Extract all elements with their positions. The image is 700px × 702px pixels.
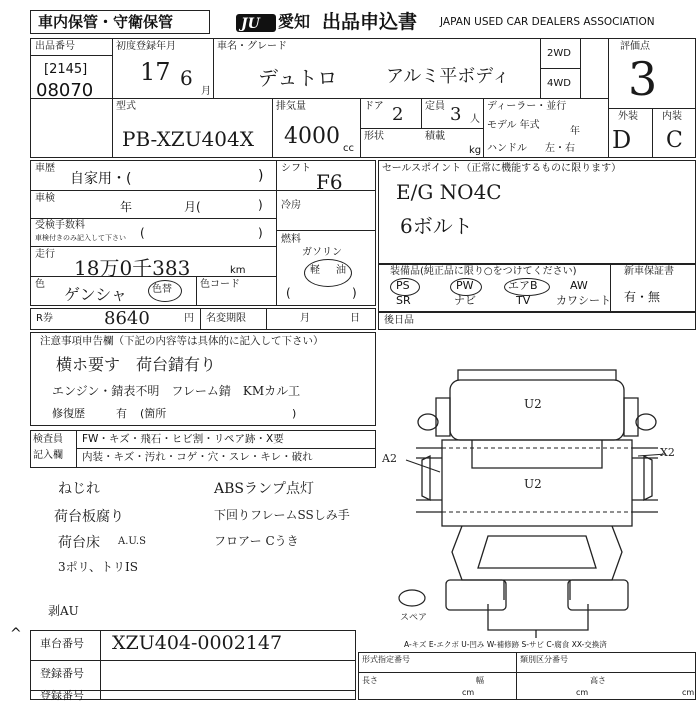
exterior-value: D — [612, 126, 632, 154]
ju-logo-mark — [236, 12, 276, 34]
remark-l4: 3ポリ、トリIS — [58, 560, 138, 574]
shift-label: シフト — [281, 163, 311, 174]
height-label: 高さ — [590, 676, 606, 685]
receipt-label: 受検手数料 — [35, 220, 85, 231]
receipt-paren: ( — [140, 226, 145, 240]
dealer-label: ディーラー・並行 — [487, 101, 567, 112]
shift-divider — [276, 160, 277, 306]
equip-ps-circle — [390, 278, 420, 296]
rear-box — [378, 312, 696, 330]
seats-label: 定員 — [425, 101, 445, 112]
color-code-label: 色コード — [200, 279, 240, 290]
association-name: JAPAN USED CAR DEALERS ASSOCIATION — [440, 16, 655, 28]
remark-l2: 荷台板腐り — [54, 509, 124, 525]
height-cm: cm — [682, 688, 695, 697]
spec-row — [358, 672, 696, 673]
inspection-month: 月( — [184, 200, 201, 214]
rating: 3 — [628, 52, 658, 106]
model-label: 型式 — [116, 101, 136, 112]
fuel-oil: 油 — [336, 265, 346, 276]
row-divider — [276, 230, 376, 231]
remark-r2: 下回りフレームSSしみ手 — [214, 508, 350, 522]
equip-navi: ナビ — [454, 294, 476, 307]
tick-mark: ^ — [10, 626, 22, 642]
remark-l3: 荷台床 — [58, 535, 100, 551]
equipment-label: 装備品(純正品に限り○をつけてください) — [390, 266, 577, 277]
drive-2wd: 2WD — [547, 48, 571, 59]
length-label: 長さ — [362, 676, 378, 685]
remark-l1: ねじれ — [58, 481, 100, 497]
equipment-grid — [380, 278, 610, 310]
color-value: ゲンシャ — [64, 285, 127, 304]
receipt-close: ) — [258, 226, 263, 240]
history-label: 車歴 — [35, 163, 55, 174]
month-unit: 月 — [201, 86, 211, 97]
sales-label: セールスポイント（正常に機能するものに限ります） — [382, 163, 622, 174]
equip-ps: PS — [396, 279, 410, 292]
doors-value: 2 — [392, 104, 404, 125]
spare-tire — [399, 590, 425, 606]
inspector-row2: 内装・キズ・汚れ・コゲ・穴・スレ・キレ・破れ — [82, 451, 313, 463]
notes-line1: 横ホ要す 荷台錆有り — [56, 355, 217, 374]
notes-label: 注意事項申告欄（下記の内容等は具体的に記入して下さい） — [40, 335, 324, 347]
rear-seat-label: 後日品 — [384, 315, 414, 326]
fuel-gasoline: ガソリン — [302, 247, 342, 258]
recycle-divider — [266, 308, 267, 330]
inspection-close: ) — [258, 198, 263, 212]
mileage-label: 走行 — [35, 249, 55, 260]
name-change-label: 名変期限 — [206, 313, 246, 324]
handle-value: 左・右 — [545, 143, 575, 154]
remark-l3b: A.U.S — [118, 536, 146, 547]
trans-label: 登録番号 — [40, 689, 84, 702]
rating-label: 評価点 — [620, 41, 650, 52]
fuel-light-oil-circle — [304, 259, 352, 287]
width-cm: cm — [576, 688, 589, 697]
diagram-legend: A-キズ E-エクボ U-凹み W-補修跡 S-サビ C-腐食 XX-交換済 — [404, 640, 607, 649]
inspection-year: 年 — [120, 200, 133, 214]
notes-line2: エンジン・錆表不明 フレーム錆 KMカル工 — [52, 384, 301, 398]
recycle-row — [30, 308, 376, 330]
mark-u2-mid: U2 — [524, 477, 542, 491]
remark-r3: フロアー Cうき — [214, 534, 299, 548]
recycle-value: 8640 — [104, 308, 150, 329]
storage-label: 車内保管・守衛保管 — [38, 13, 174, 31]
fuel-close: ) — [352, 286, 357, 300]
equip-aw: AW — [570, 279, 588, 292]
bottom-row — [30, 660, 356, 661]
form-title: 出品申込書 — [322, 11, 418, 33]
displacement-label: 排気量 — [276, 101, 306, 112]
inspection-label: 車検 — [35, 193, 55, 204]
drive-4wd: 4WD — [547, 78, 571, 89]
warranty-value: 有・無 — [624, 290, 661, 304]
color-divider — [196, 276, 197, 306]
equip-tv: TV — [516, 294, 531, 307]
spare-label: スペア — [400, 613, 428, 623]
shift-value: F6 — [316, 170, 343, 194]
recycle-label: R券 — [36, 313, 53, 324]
equip-airbag-circle — [504, 278, 550, 296]
model-year-label: モデル 年式 — [487, 120, 540, 131]
lot-no-label: 出品番号 — [35, 41, 75, 52]
row-divider — [30, 246, 276, 247]
grade: アルミ平ボディ — [386, 66, 510, 87]
remark-l5: 剥AU — [48, 604, 79, 618]
fuel-label: 燃料 — [281, 234, 301, 245]
logo-org: 愛知 — [278, 12, 311, 31]
mileage-value: 18万0千383 — [74, 256, 191, 280]
yen-unit: 円 — [184, 313, 194, 324]
shape-label: 形状 — [364, 131, 384, 142]
first-reg-month: 6 — [180, 66, 193, 90]
col-divider — [112, 38, 113, 158]
repair-close: ) — [292, 407, 297, 420]
km-unit: km — [230, 265, 246, 276]
equip-airbag: エアB — [508, 279, 538, 292]
seats-value: 3 — [450, 104, 462, 125]
width-label: 幅 — [476, 676, 484, 685]
nc-day: 日 — [350, 313, 360, 324]
drive-divider — [540, 68, 580, 69]
col-divider — [580, 38, 581, 98]
fuel-light: 軽 — [310, 265, 320, 276]
remark-r1: ABSランプ点灯 — [214, 481, 314, 497]
col-divider — [483, 98, 484, 158]
row-divider — [30, 218, 276, 219]
col-divider — [213, 38, 214, 98]
exterior-label: 外装 — [618, 111, 638, 122]
inspector-row1: FW・キズ・飛石・ヒビ割・リペア跡・X要 — [82, 433, 284, 445]
ju-logo-text: JU — [241, 16, 260, 32]
lot-code: [2145] — [44, 62, 88, 77]
repair-label: 修復歴 — [52, 407, 85, 420]
car-name: デュトロ — [258, 66, 338, 90]
row-divider — [360, 128, 483, 129]
truck-diagram-svg — [376, 340, 696, 640]
repair-loc: (箇所 — [140, 407, 167, 420]
fuel-paren: ( — [286, 286, 291, 300]
recycle-divider — [200, 308, 201, 330]
repair-value: 有 — [116, 407, 127, 420]
rating-divider — [608, 38, 609, 158]
spec-divider — [516, 652, 517, 700]
col-divider — [421, 98, 422, 128]
lot-label-line — [30, 55, 112, 56]
aircon-label: 冷房 — [281, 200, 301, 211]
row-divider — [30, 98, 608, 99]
year-unit: 年 — [570, 126, 580, 137]
receipt-sub: 車検付きのみ記入して下さい — [35, 234, 126, 242]
sales-line2: 6ボルト — [400, 214, 473, 238]
inspector-label2: 記入欄 — [33, 450, 63, 461]
rating-mid-v — [652, 108, 653, 158]
displacement-value: 4000 — [284, 124, 340, 149]
equip-leather: カワシート — [556, 294, 611, 307]
equip-pw-circle — [450, 278, 482, 296]
color-label: 色 — [35, 279, 45, 290]
length-cm: cm — [462, 688, 475, 697]
car-name-label: 車名・グレード — [217, 41, 287, 52]
nc-month: 月 — [300, 313, 310, 324]
truck-diagram — [376, 340, 696, 640]
load-label: 積載 — [425, 131, 445, 142]
warranty-label: 新車保証書 — [624, 266, 674, 277]
form-no-label: 形式指定番号 — [362, 655, 410, 664]
first-reg-year: 17 — [140, 58, 171, 86]
history-value: 自家用・( — [70, 171, 132, 187]
ju-logo — [236, 12, 276, 34]
doors-label: ドア — [364, 101, 384, 112]
equip-sr: SR — [396, 294, 411, 307]
kg-unit: kg — [469, 145, 482, 156]
equip-pw: PW — [456, 279, 474, 292]
interior-label: 内装 — [662, 111, 682, 122]
sales-line1: E/G NO4C — [396, 180, 502, 204]
inspector-mid — [76, 448, 376, 449]
chassis-label: 車台番号 — [40, 637, 84, 650]
inspector-label1: 検査員 — [33, 434, 63, 445]
first-reg-label: 初度登録年月 — [116, 41, 176, 52]
col-divider — [272, 98, 273, 158]
lot-no: 08070 — [36, 80, 94, 101]
interior-value: C — [666, 128, 683, 153]
mark-x2: X2 — [660, 446, 675, 459]
reg-label: 登録番号 — [40, 667, 84, 680]
mark-a2: A2 — [382, 452, 397, 465]
cc-unit: cc — [343, 143, 354, 154]
inspector-divider — [76, 430, 77, 468]
mark-u2-top: U2 — [524, 397, 542, 411]
color-change: 色替 — [152, 284, 172, 295]
model-value: PB-XZU404X — [122, 127, 254, 151]
handle-label: ハンドル — [487, 143, 527, 154]
chassis-value: XZU404-0002147 — [112, 632, 283, 654]
type-no-label: 類別区分番号 — [520, 655, 568, 664]
seats-unit: 人 — [470, 114, 480, 125]
history-close: ) — [258, 168, 264, 184]
